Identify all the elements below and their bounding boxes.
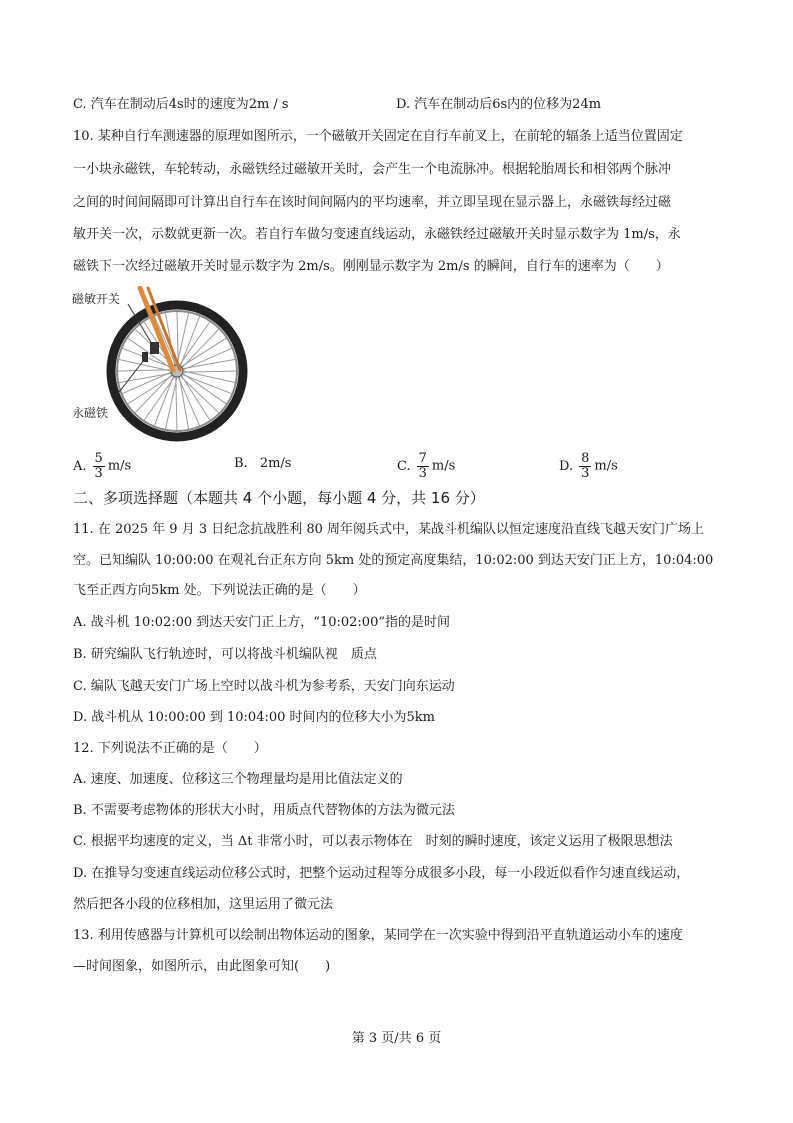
page-footer: 第 3 页/共 6 页 — [351, 1031, 442, 1046]
q11-option-d: D. 战斗机从 10:00:00 到 10:04:00 时间内的位移大小为5km — [73, 710, 436, 725]
spoke — [182, 359, 236, 369]
section-title-multiple-choice: 二、多项选择题（本题共 4 个小题，每小题 4 分，共 16 分） — [73, 489, 485, 507]
spoke — [177, 312, 189, 366]
q13-stem-line-2: —时间图象，如图所示，由此图象可知( ) — [73, 959, 331, 974]
spoke — [127, 375, 174, 405]
q10-option-d: D. $\frac{8}{3}$ m/s — [559, 451, 618, 481]
q12-stem: 12. 下列说法不正确的是（ ） — [73, 741, 267, 756]
q11-option-b: B. 研究编队飞行轨迹时，可以将战斗机编队视 质点 — [73, 647, 377, 662]
q12-option-d-line-1: D. 在推导匀变速直线运动位移公式时，把整个运动过程等分成很多小段，每一小段近似看作匀速直线运动， — [73, 866, 690, 881]
q9-option-c: C. 汽车在制动后4s时的速度为2m / s — [73, 97, 289, 112]
q12-option-c: C. 根据平均速度的定义，当 Δt 非常小时，可以表示物体在 时刻的瞬时速度，该定义运用了极限思想法 — [73, 834, 673, 849]
q12-option-d-line-2: 然后把各小段的位移相加，这里运用了微元法 — [73, 897, 334, 912]
fraction: $\frac{7}{3}$ — [418, 451, 427, 481]
q9-option-d: D. 汽车在制动后6s内的位移为24m — [396, 97, 602, 112]
q10-option-b: B. 2m/s — [234, 456, 292, 471]
q10-stem-line-2: 一小块永磁铁，车轮转动，永磁铁经过磁敏开关时，会产生一个电流脉冲。根据轮胎周长和相邻两个脉冲 — [73, 162, 672, 177]
q10-stem-line-1: 10. 某种自行车测速器的原理如图所示，一个磁敏开关固定在自行车前叉上，在前轮的辐条上适当位置固定 — [73, 129, 683, 144]
spoke — [179, 376, 189, 430]
front-fork-right — [148, 288, 180, 370]
permanent-magnet — [142, 352, 148, 362]
fraction: $\frac{8}{3}$ — [581, 451, 590, 481]
spoke — [180, 338, 227, 368]
q11-stem-line-3: 飞至正西方向5km 处。下列说法正确的是（ ） — [73, 583, 366, 598]
q10-stem-line-3: 之间的时间间隔即可计算出自行车在该时间间隔内的平均速率，并立即呈现在显示器上，永磁铁每经过磁 — [73, 195, 672, 210]
spoke — [182, 371, 236, 383]
q12-option-b: B. 不需要考虑物体的形状大小时，用质点代替物体的方法为微元法 — [73, 803, 455, 818]
spoke — [181, 374, 211, 421]
q10-option-a: A. $\frac{5}{3}$ m/s — [73, 451, 132, 481]
q10-stem-line-4: 敏开关一次，示数就更新一次。若自行车做匀变速直线运动，永磁铁经过磁敏开关时显示数字为 1m/s，永 — [73, 227, 681, 242]
q12-option-a: A. 速度、加速度、位移这三个物理量均是用比值法定义的 — [73, 772, 403, 787]
bicycle-wheel-figure — [70, 286, 250, 442]
fraction: $\frac{5}{3}$ — [94, 451, 103, 481]
label-magnetic-switch: 磁敏开关 — [72, 292, 121, 306]
spoke — [165, 376, 177, 430]
label-permanent-magnet: 永磁铁 — [72, 406, 109, 420]
q11-option-a: A. 战斗机 10:02:00 到达天安门正上方，“10:02:00”指的是时间 — [73, 615, 450, 630]
q13-stem-line-1: 13. 利用传感器与计算机可以绘制出物体运动的图象，某同学在一次实验中得到沿平直轨道运动小车的速度 — [73, 928, 683, 943]
q11-stem-line-1: 11. 在 2025 年 9 月 3 日纪念抗战胜利 80 周年阅兵式中，某战斗机编队以恒定速度沿直线飞越天安门广场上 — [73, 522, 705, 537]
q10-stem-line-5: 磁铁下一次经过磁敏开关时显示数字为 2m/s。刚刚显示数字为 2m/s 的瞬间，自行车的速率为（ ） — [73, 259, 669, 274]
q11-option-c: C. 编队飞越天安门广场上空时以战斗机为参考系，天安门向东运动 — [73, 679, 455, 694]
q10-option-c: C. $\frac{7}{3}$ m/s — [397, 451, 456, 481]
q11-stem-line-2: 空。已知编队 10:00:00 在观礼台正东方向 5km 处的预定高度集结，10:02:00 到达天安门正上方，10:04:00 — [73, 553, 714, 568]
spoke — [118, 373, 172, 383]
